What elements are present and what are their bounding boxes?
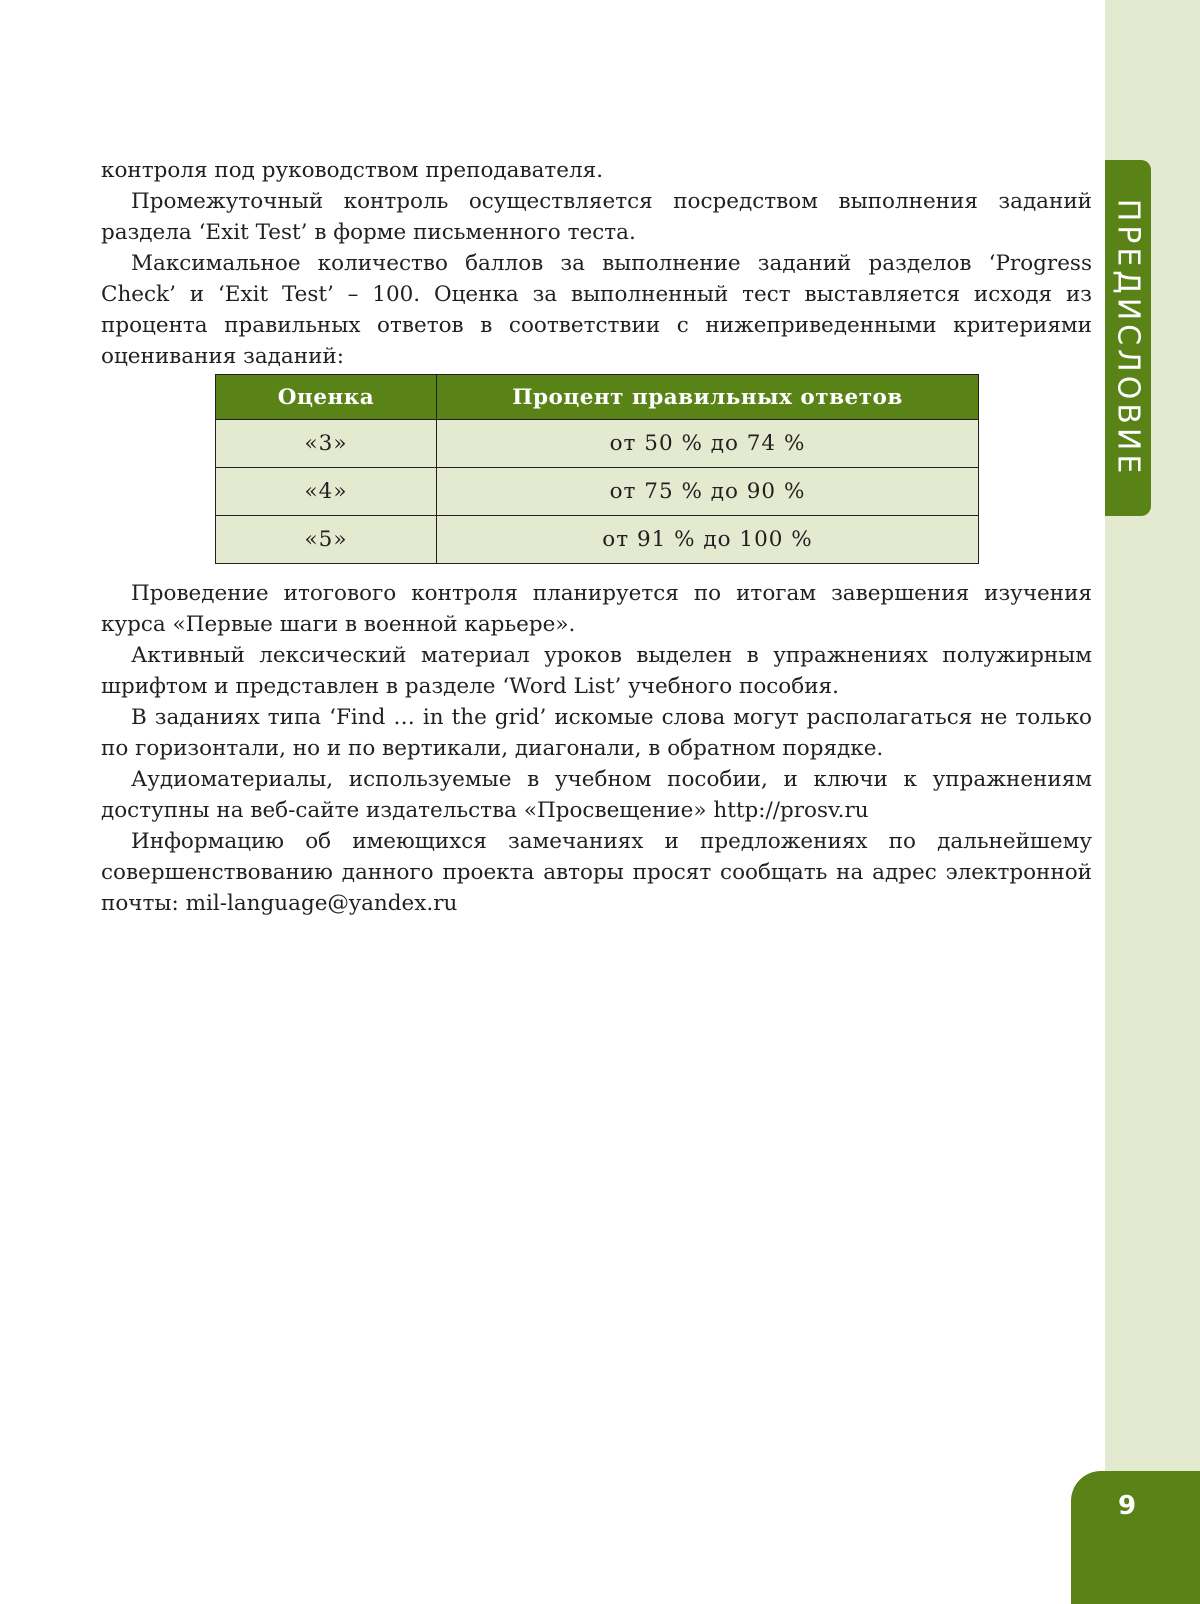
header-percent: Процент правильных ответов [437,375,979,420]
table-row [216,420,979,468]
table-header-row [216,375,979,420]
grade-cell: «3» [216,420,437,468]
paragraph: Активный лексический материал уроков выделен в упражнениях полужирным шрифтом и представлен в разделе ‘Word List’ учебного пособия. [101,643,1092,699]
paragraph: Максимальное количество баллов за выполнение заданий разделов ‘Progress Check’ и ‘Exit Test’ – 100. Оценка за выполненный тест выставляется исходя из процента правильных ответов в соответствии с нижеприведенными критериями оценивания заданий: [101,251,1092,369]
percent-cell: от 91 % до 100 % [437,516,979,564]
paragraph: Промежуточный контроль осуществляется посредством выполнения заданий раздела ‘Exit Test’ в форме письменного теста. [101,189,1092,245]
paragraph: Аудиоматериалы, используемые в учебном пособии, и ключи к упражнениям доступны на веб-сайте издательства «Просвещение» http://prosv.ru [101,767,1092,823]
page-number-tab [1071,1471,1200,1604]
percent-cell: от 50 % до 74 % [437,420,979,468]
header-grade: Оценка [216,375,437,420]
paragraph: Проведение итогового контроля планируется по итогам завершения изучения курса «Первые шаги в военной карьере». [101,581,1092,637]
grade-cell: «4» [216,468,437,516]
grade-cell: «5» [216,516,437,564]
grading-table [215,374,979,564]
page-body [101,155,1092,919]
section-tab-label: ПРЕДИСЛОВИЕ [1110,198,1146,478]
table-row [216,516,979,564]
paragraph: Информацию об имеющихся замечаниях и предложениях по дальнейшему совершенствованию данного проекта авторы просят сообщать на адрес электронной почты: mil-language@yandex.ru [101,829,1092,916]
paragraph: В заданиях типа ‘Find … in the grid’ искомые слова могут располагаться не только по горизонтали, но и по вертикали, диагонали, в обратном порядке. [101,705,1092,761]
paragraph: контроля под руководством преподавателя. [101,158,604,183]
page-number: 9 [1117,1491,1137,1521]
table-row [216,468,979,516]
section-tab [1105,160,1151,516]
percent-cell: от 75 % до 90 % [437,468,979,516]
